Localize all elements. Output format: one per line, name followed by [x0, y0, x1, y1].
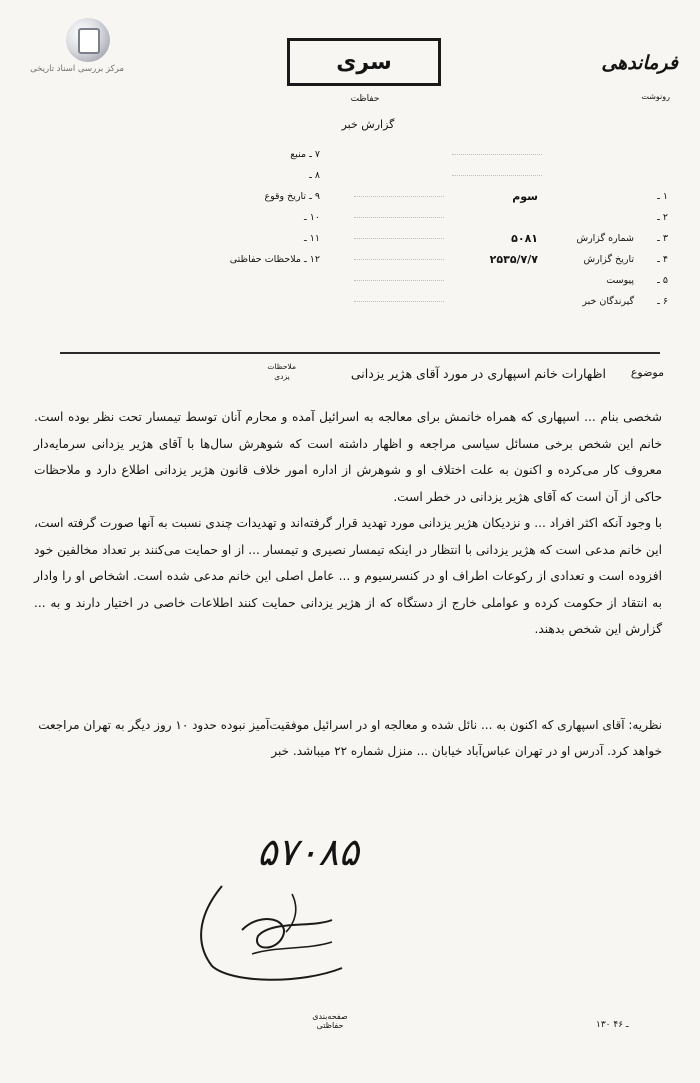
field-row: ۷ ـ منبع — [290, 149, 320, 160]
signature-scribble — [182, 880, 358, 990]
body-paragraph: با وجود آنکه اکثر افراد ... و نزدیکان هژیر یزدانی مورد تهدید قرار گرفته‌اند و تهدیدات چندی نسبت به آنها صورت گرفته است، این خانم مدعی است که هژیر یزدانی با انتظار در اینکه تیمسار نصیری و تیمسار ... از او حمایت می‌کنند بر تعداد مخالفین خود افزوده است و تعدادی از رکوعات اطراف او در کنسرسیوم و ... عامل اصلی این خانم مدعی شده است. اشخاص او را وادار به انتقاد از حکومت کرده و عواملی خارج از دستگاه که از هژیر یزدانی حمایت کنند اطلاعات خاصی در اختیار دارند و به ... گزارش این شخص بدهند. — [34, 516, 662, 636]
field-row: ۱۱ ـ — [303, 233, 320, 244]
subject-aside: ملاحظات یزدی — [267, 362, 296, 381]
secret-stamp — [287, 38, 441, 86]
field-row: ۸ ـ — [309, 170, 320, 181]
org-letterhead-subtitle: رونوشت — [641, 92, 670, 101]
analyst-note: نظریه: آقای اسپهاری که اکنون به ... نائل شده و معالجه او در اسرائیل موفقیت‌آمیز نبوده حدود ۱۰ روز دیگر به تهران مراجعت خواهد کرد. آدرس او در تهران عباس‌آباد خیابان ... منزل شماره ۲۲ میباشد. خبر — [38, 718, 662, 758]
body-paragraph: شخصی بنام ... اسپهاری که همراه خانمش برای معالجه به اسرائیل آمده و محارم آنان توسط تیمسار تحت نظر بوده است. خانم این شخص برخی مسائل سیاسی مراجعه و اظهار داشته است که شوهرش سال‌ها با آقای هژیر یزدانی سرمایه‌دار معروف کار می‌کرده و اکنون به علت اختلاف او و شوهرش از اداره امور خلاف قانون هژیر یزدانی اطلاع دارد و ملاحظات حاکی از آن است که آقای هژیر یزدانی در خطر است. — [34, 410, 662, 504]
field-row: ۲ ـ — [350, 207, 668, 228]
field-row: ۴ ـ تاریخ گزارش ۲۵۳۵/۷/۷ — [350, 249, 668, 270]
org-letterhead-title: فرماندهی — [601, 52, 678, 74]
field-row: ۱۰ ـ — [303, 212, 320, 223]
subject-line: اظهارات خانم اسپهاری در مورد آقای هژیر یزدانی — [350, 366, 606, 381]
report-title: گزارش خبر — [341, 118, 395, 131]
report-body — [34, 404, 662, 643]
section-divider — [60, 352, 660, 354]
field-row: ۶ ـ گیرندگان خبر — [350, 291, 668, 312]
page-number: ۱۳۰ ـ ۴۶ — [596, 1020, 629, 1030]
field-row: ۱۲ ـ ملاحظات حفاظتی — [229, 254, 320, 265]
field-row — [350, 144, 668, 165]
header-fields-left — [170, 144, 320, 270]
secret-stamp-label: سری — [336, 49, 392, 75]
stamp-subtitle: حفاظت — [350, 94, 380, 104]
archive-logo-icon — [66, 18, 110, 62]
subject-label: موضوع — [630, 366, 664, 379]
field-row: ۱ ـ سوم — [350, 186, 668, 207]
field-row — [350, 165, 668, 186]
archive-caption: مرکز بررسی اسناد تاریخی — [30, 64, 124, 74]
signature-caption: صفحه‌بندی حفاظتی — [312, 1012, 348, 1030]
field-row: ۹ ـ تاریخ وقوع — [264, 191, 320, 202]
archive-watermark — [18, 18, 136, 78]
header-fields-right — [350, 144, 668, 312]
field-row: ۵ ـ پیوست — [350, 270, 668, 291]
handwritten-number: ۵۷۰۸۵ — [256, 830, 360, 874]
field-row: ۳ ـ شماره گزارش ۵۰۸۱ — [350, 228, 668, 249]
